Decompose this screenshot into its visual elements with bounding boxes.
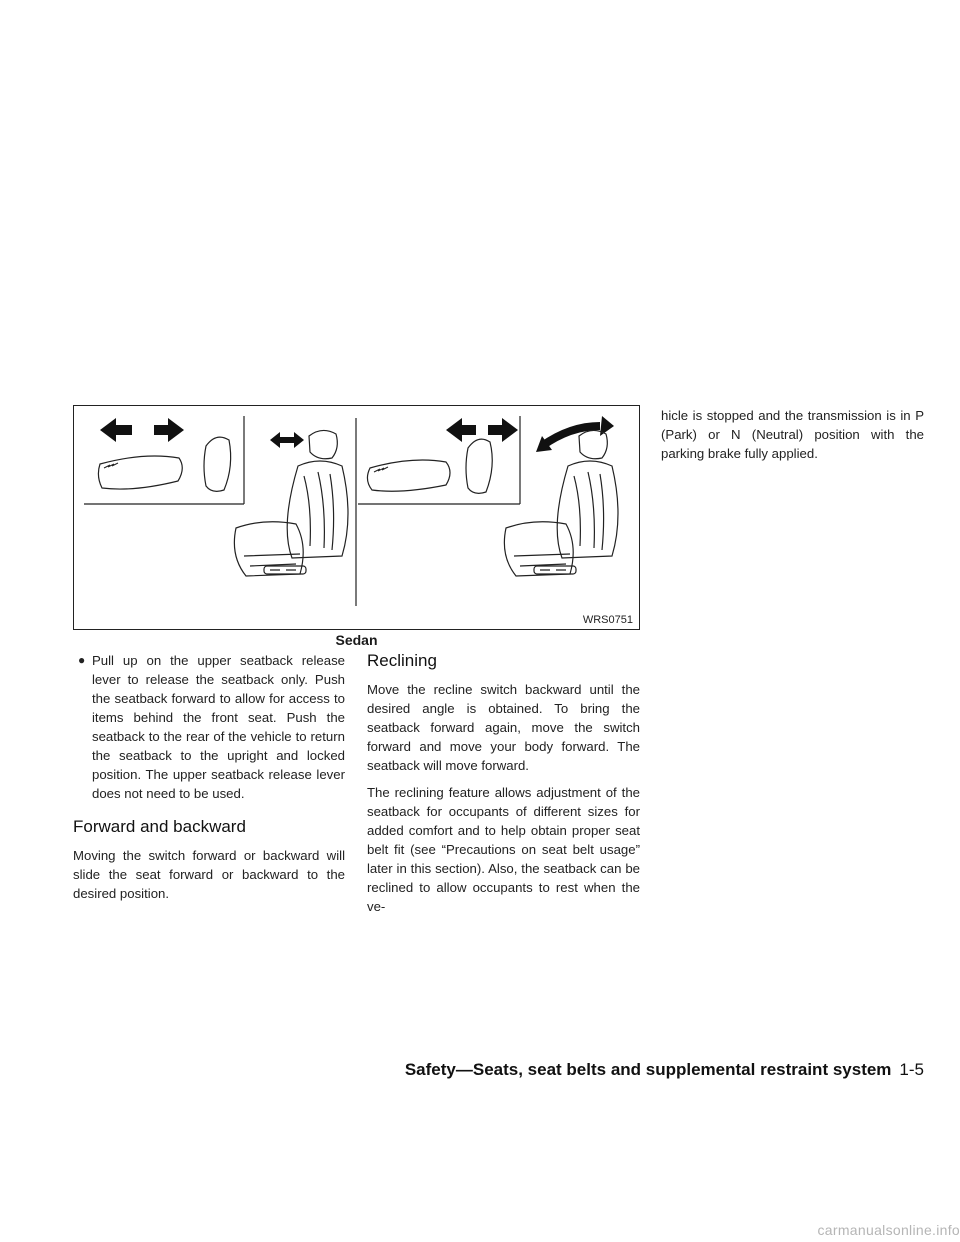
right-arrow-icon (154, 418, 184, 442)
seat-drawing-icon (234, 430, 348, 576)
right-column (661, 406, 924, 471)
section-heading-reclining: Reclining (367, 651, 437, 670)
page-number: 1-5 (899, 1060, 924, 1079)
figure-caption: Sedan (335, 632, 378, 648)
watermark: carmanualsonline.info (817, 1222, 960, 1238)
bullet-item (73, 651, 345, 803)
paragraph: The reclining feature allows adjustment of the seatback for occupants of different sizes for added comfort and to help obtain proper seat belt fit (see “Precautions on seat belt usage” later in this section). Also, the seatback can be reclined to allow occupants to rest when the ve- (367, 785, 640, 914)
left-column (73, 651, 345, 911)
seat-switch-illustration (74, 406, 641, 631)
curved-arrow-icon (536, 416, 614, 452)
bullet-text: Pull up on the upper seatback release lever to release the seatback only. Push the seatback forward to allow for access to items behind the front seat. Push the seatback to the rear of the vehicle to return the seatback to the upright and locked position. The upper seatback release lever does not need to be used. (92, 653, 345, 801)
middle-column (367, 651, 640, 924)
bullet-icon: ● (78, 653, 86, 667)
footer-section-title: Safety—Seats, seat belts and supplemental restraint system (404, 1060, 892, 1079)
page-footer (405, 1060, 924, 1080)
section-heading-forward-backward: Forward and backward (73, 817, 246, 836)
seat-adjustment-figure (73, 405, 640, 630)
paragraph: Moving the switch forward or backward will slide the seat forward or backward to the desired position. (73, 848, 345, 901)
figure-code: WRS0751 (582, 614, 633, 626)
paragraph: hicle is stopped and the transmission is in P (Park) or N (Neutral) position with the parking brake fully applied. (661, 408, 924, 461)
paragraph: Move the recline switch backward until the desired angle is obtained. To bring the seatback forward again, move the switch forward and move your body forward. The seatback will move forward. (367, 682, 640, 773)
left-arrow-icon (100, 418, 132, 442)
double-arrow-icon (270, 432, 304, 448)
